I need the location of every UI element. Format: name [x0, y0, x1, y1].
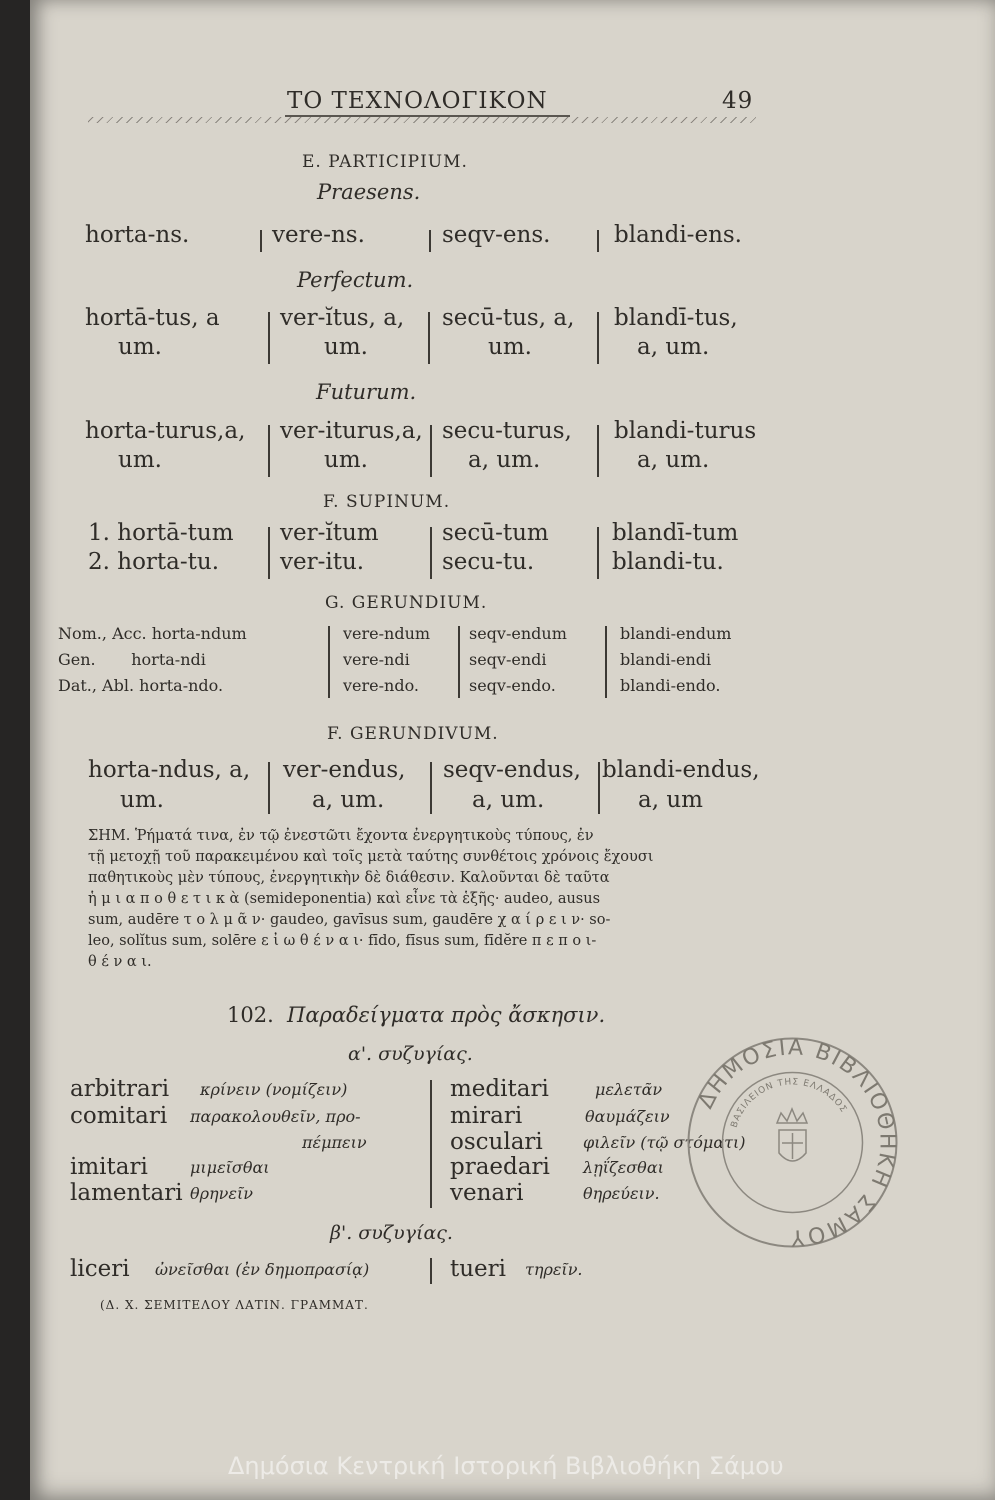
form-cell: ver-itu.	[280, 549, 365, 575]
form-cell: secū-tus, a,	[442, 305, 575, 331]
section-heading-participium: E. PARTICIPIUM.	[302, 152, 468, 172]
column-divider	[430, 1080, 432, 1208]
gerundium-cell: vere-ndi	[343, 650, 410, 669]
form-cell: a, um.	[468, 447, 541, 473]
form-cell: seqv-ens.	[442, 222, 551, 248]
form-cell: seqv-endus,	[443, 757, 581, 783]
latin-verb: arbitrari	[70, 1076, 170, 1102]
note-line: παθητικοὺς μὲν τύπους, ἐνεργητικὴν δὲ διάθεσιν. Καλοῦνται δὲ ταῦτα	[88, 870, 610, 886]
form-cell: horta-ndus, a,	[88, 757, 251, 783]
gerundium-cell: seqv-endi	[469, 650, 547, 669]
conjugation-heading-1: α'. συζυγίας.	[348, 1043, 473, 1065]
column-divider	[430, 1258, 432, 1284]
latin-verb: imitari	[70, 1154, 148, 1180]
form-cell: ver-ĭtum	[280, 520, 379, 546]
greek-gloss: θαυμάζειν	[585, 1107, 670, 1126]
latin-verb: meditari	[450, 1076, 549, 1102]
column-divider	[429, 230, 431, 252]
form-cell: um.	[324, 334, 368, 360]
gerundium-cell: blandi-endo.	[620, 676, 721, 695]
greek-gloss: παρακολουθεῖν, προ-	[190, 1107, 361, 1126]
column-divider	[598, 762, 600, 814]
gerundium-cell: vere-ndo.	[343, 676, 420, 695]
form-cell: 1. hortā-tum	[88, 520, 234, 546]
column-divider	[430, 762, 432, 814]
column-divider	[458, 626, 460, 698]
form-cell: blandi-ens.	[614, 222, 742, 248]
form-cell: horta-ns.	[85, 222, 190, 248]
greek-gloss: μελετᾶν	[595, 1080, 663, 1099]
form-cell: um.	[488, 334, 532, 360]
gerundium-cell: Nom., Acc. horta-ndum	[58, 624, 247, 643]
latin-verb: mirari	[450, 1103, 523, 1129]
greek-gloss: μιμεῖσθαι	[190, 1158, 270, 1177]
stamp-outer-text: ΔΗΜΟΣΙΑ ΒΙΒΛΙΟΘΗΚΗ ΣΑΜΟΥ	[693, 1035, 900, 1250]
column-divider	[597, 312, 599, 364]
greek-gloss: θρηνεῖν	[190, 1184, 253, 1203]
form-cell: secu-turus,	[442, 418, 572, 444]
form-cell: a, um	[638, 787, 703, 813]
note-line: leo, solĭtus sum, solēre ε ἰ ω θ έ ν α ι· fīdo, fīsus sum, fīdĕre π ε π ο ι-	[88, 933, 597, 949]
latin-verb: osculari	[450, 1129, 543, 1155]
column-divider	[428, 312, 430, 364]
note-paragraph	[88, 826, 760, 973]
greek-gloss: φιλεῖν (τῷ στόματι)	[583, 1133, 746, 1152]
library-watermark: Δημόσια Κεντρική Ιστορική Βιβλιοθήκη Σάμου	[228, 1452, 784, 1480]
column-divider	[268, 312, 270, 364]
latin-verb: liceri	[70, 1256, 130, 1282]
gerundium-cell: blandi-endi	[620, 650, 712, 669]
gerundium-cell: Gen. horta-ndi	[58, 650, 206, 669]
gerundium-cell: seqv-endum	[469, 624, 567, 643]
column-divider	[430, 527, 432, 579]
latin-verb: comitari	[70, 1103, 168, 1129]
latin-verb: venari	[450, 1180, 524, 1206]
section-heading-supinum: F. SUPINUM.	[323, 492, 451, 512]
column-divider	[597, 527, 599, 579]
greek-gloss: ὠνεῖσθαι (ἐν δημοπρασίᾳ)	[155, 1260, 370, 1279]
note-line: τῇ μετοχῇ τοῦ παρακειμένου καὶ τοῖς μετὰ ταύτης συνθέτοις χρόνοις ἔχουσι	[88, 849, 654, 865]
note-line: ἡ μ ι α π ο θ ε τ ι κ ὰ (semideponentia) καὶ εἶνε τὰ ἑξῆς· audeo, ausus	[88, 891, 601, 907]
form-cell: um.	[118, 334, 162, 360]
form-cell: ver-ĭtus, a,	[280, 305, 405, 331]
running-title: ΤΟ ΤΕΧΝΟΛΟΓΙΚΟΝ	[287, 88, 548, 114]
form-cell: um.	[120, 787, 164, 813]
gerundium-cell: vere-ndum	[343, 624, 431, 643]
form-cell: blandi-tu.	[612, 549, 724, 575]
subheading-perfectum: Perfectum.	[297, 268, 414, 292]
column-divider	[268, 762, 270, 814]
note-line: θ έ ν α ι.	[88, 954, 152, 970]
greek-gloss: κρίνειν (νομίζειν)	[200, 1080, 348, 1099]
latin-verb: praedari	[450, 1154, 550, 1180]
stamp-inner-text: ΒΑΣΙΛΕΙΟΝ ΤΗΣ ΕΛΛΑΔΟΣ	[729, 1077, 849, 1130]
form-cell: blandi-turus	[614, 418, 757, 444]
column-divider	[605, 626, 607, 698]
form-cell: blandī-tus,	[614, 305, 738, 331]
form-cell: secū-tum	[442, 520, 549, 546]
column-divider	[597, 230, 599, 252]
gerundium-cell: Dat., Abl. horta-ndo.	[58, 676, 224, 695]
latin-verb: tueri	[450, 1256, 507, 1282]
subheading-praesens: Praesens.	[317, 180, 421, 204]
footer-signature: (Δ. Χ. ΣΕΜΙΤΕΛΟΥ ΛΑΤΙΝ. ΓΡΑΜΜΑΤ.	[100, 1298, 369, 1312]
form-cell: a, um.	[637, 334, 710, 360]
column-divider	[268, 425, 270, 477]
page-number: 49	[722, 88, 754, 114]
form-cell: blandi-endus,	[602, 757, 760, 783]
form-cell: horta-turus,a,	[85, 418, 246, 444]
note-line: sum, audēre τ ο λ μ ᾶ ν· gaudeo, gavīsus sum, gaudēre χ α ί ρ ε ι ν· so-	[88, 912, 611, 928]
form-cell: a, um.	[637, 447, 710, 473]
greek-gloss: πέμπειν	[302, 1133, 367, 1152]
greek-gloss: θηρεύειν.	[583, 1184, 660, 1203]
greek-gloss: τηρεῖν.	[525, 1260, 583, 1279]
form-cell: a, um.	[472, 787, 545, 813]
greek-gloss: λῃΐζεσθαι	[583, 1158, 664, 1177]
section-heading-gerundium: G. GERUNDIUM.	[325, 593, 488, 613]
svg-text:ΒΑΣΙΛΕΙΟΝ ΤΗΣ ΕΛΛΑΔΟΣ	[730, 1077, 849, 1129]
form-cell: hortā-tus, a	[85, 305, 220, 331]
column-divider	[328, 626, 330, 698]
form-cell: secu-tu.	[442, 549, 535, 575]
coat-of-arms-icon	[779, 1130, 806, 1161]
note-line: ΣΗΜ. Ῥήματά τινα, ἐν τῷ ἐνεστῶτι ἔχοντα ἐνεργητικοὺς τύπους, ἐν	[88, 828, 594, 844]
exercise-number: 102.	[227, 1003, 274, 1027]
form-cell: blandī-tum	[612, 520, 739, 546]
form-cell: ver-endus,	[283, 757, 406, 783]
subheading-futurum: Futurum.	[316, 380, 417, 404]
column-divider	[268, 527, 270, 579]
library-stamp	[685, 1035, 900, 1250]
gerundium-cell: seqv-endo.	[469, 676, 556, 695]
form-cell: a, um.	[312, 787, 385, 813]
form-cell: vere-ns.	[272, 222, 365, 248]
column-divider	[260, 230, 262, 252]
gerundium-cell: blandi-endum	[620, 624, 732, 643]
latin-verb: lamentari	[70, 1180, 183, 1206]
form-cell: 2. horta-tu.	[88, 549, 220, 575]
form-cell: um.	[118, 447, 162, 473]
form-cell: um.	[324, 447, 368, 473]
header-rule	[88, 117, 756, 123]
exercise-title: Παραδείγματα πρὸς ἄσκησιν.	[287, 1003, 606, 1027]
form-cell: ver-iturus,a,	[280, 418, 423, 444]
conjugation-heading-2: β'. συζυγίας.	[330, 1222, 453, 1244]
column-divider	[597, 425, 599, 477]
section-heading-gerundivum: F. GERUNDIVUM.	[327, 724, 499, 744]
column-divider	[430, 425, 432, 477]
crown-icon	[777, 1109, 807, 1123]
